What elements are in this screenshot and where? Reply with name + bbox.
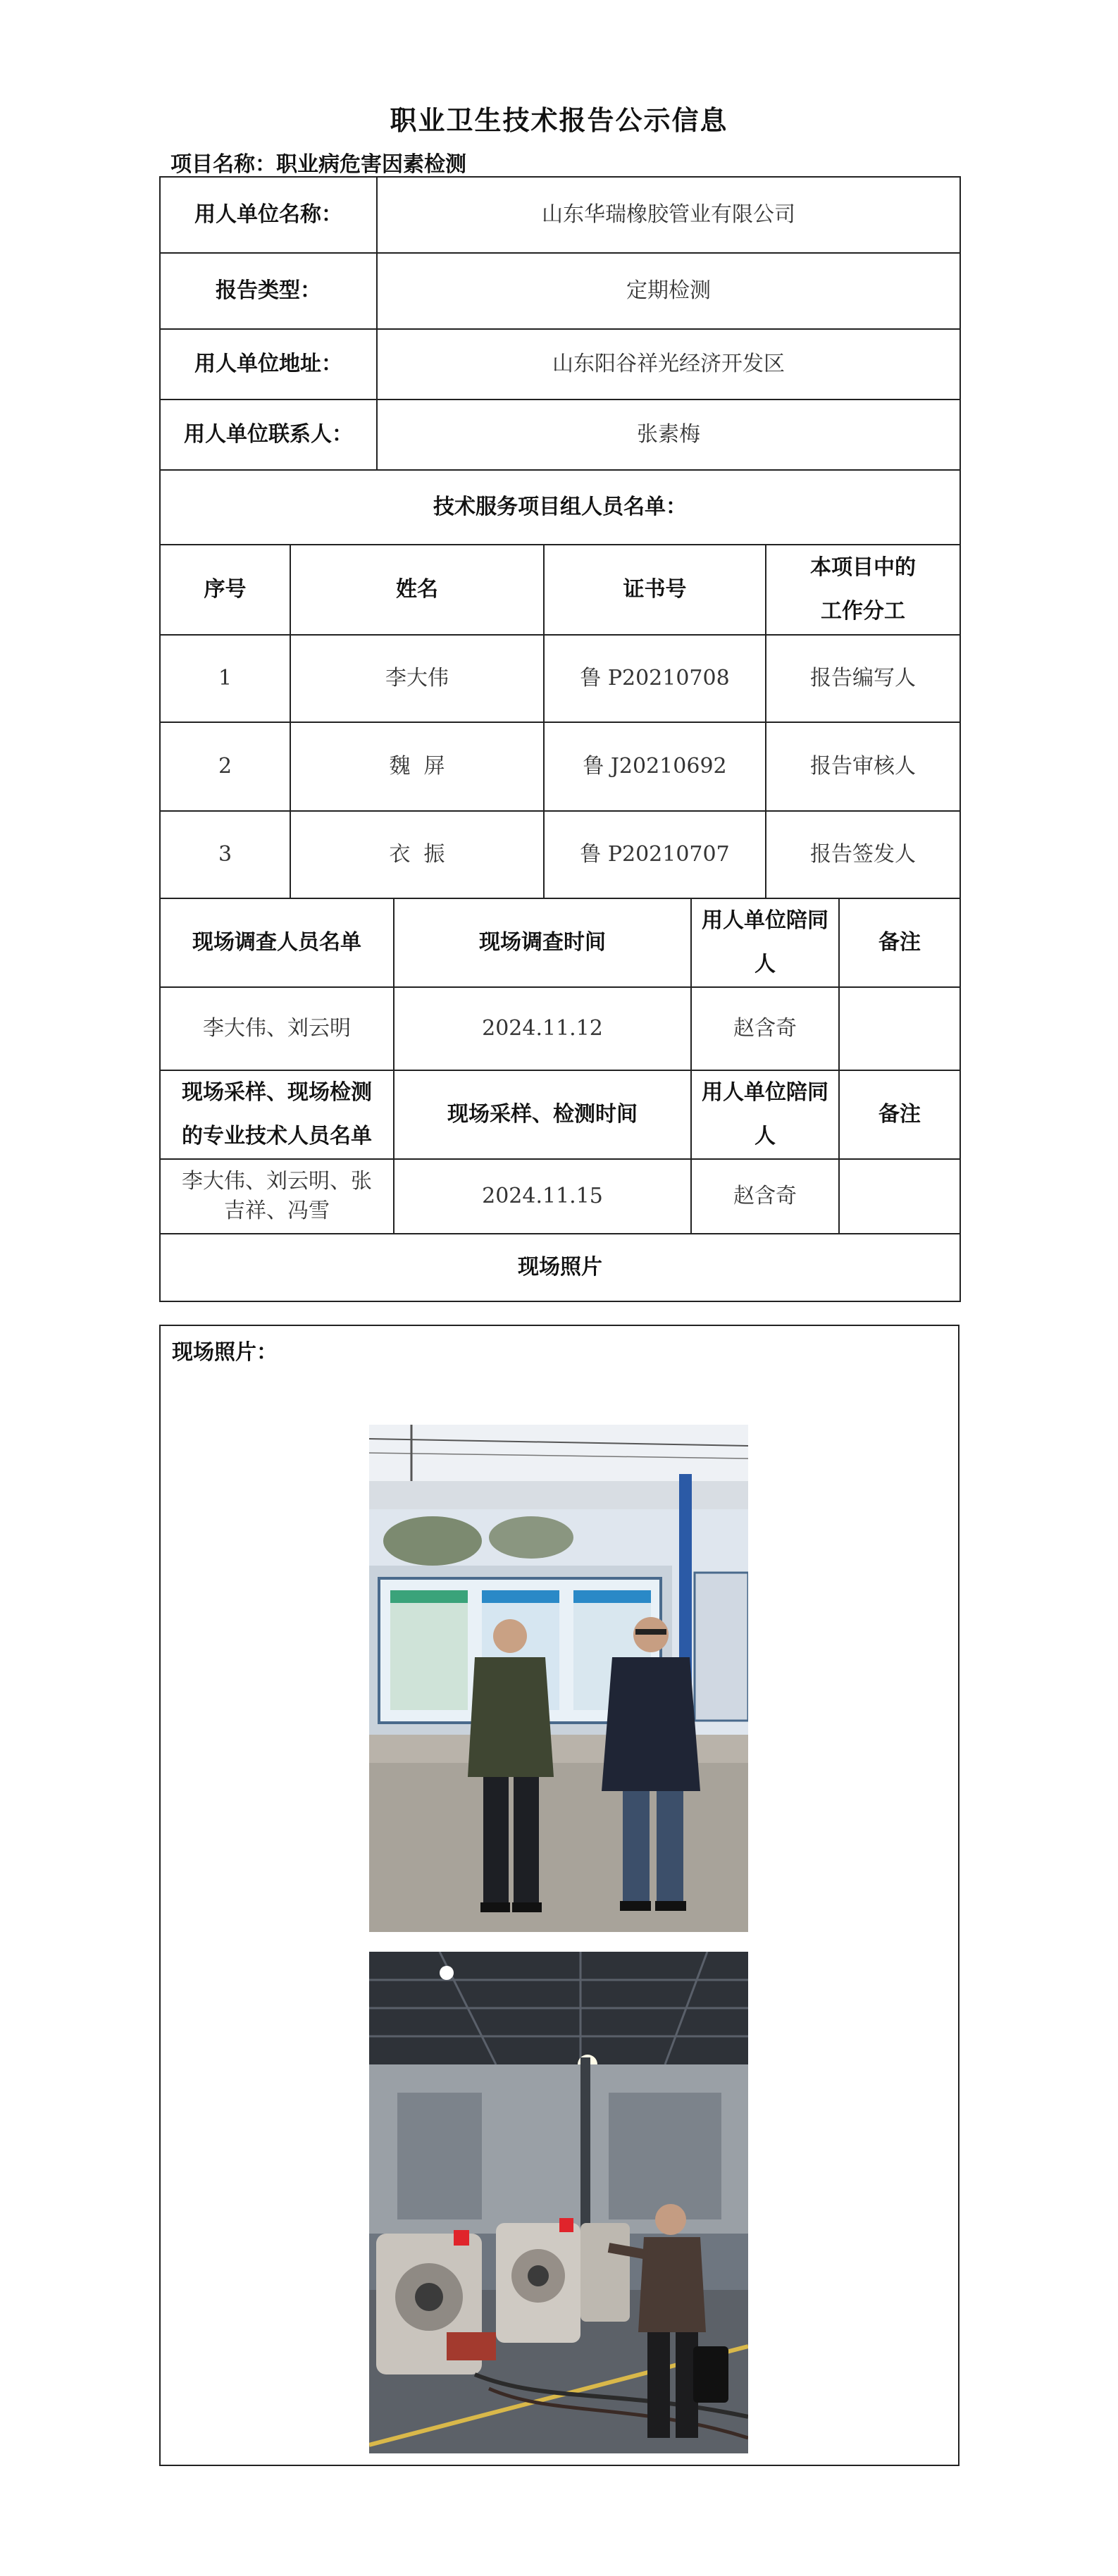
team-heading: 技术服务项目组人员名单： <box>160 470 960 545</box>
team-header-no: 序号 <box>160 545 290 635</box>
survey-header-time: 现场调查时间 <box>394 898 691 987</box>
team-header-cert: 证书号 <box>544 545 766 635</box>
page-title: 职业卫生技术报告公示信息 <box>390 105 728 136</box>
employer-contact-value: 张素梅 <box>377 400 960 470</box>
team-row-cert: 鲁 P20210708 <box>544 635 766 722</box>
team-row-no: 3 <box>160 811 290 898</box>
sampling-note <box>839 1159 960 1234</box>
team-row-name: 李大伟 <box>290 635 544 722</box>
sampling-header-note: 备注 <box>839 1070 960 1159</box>
team-header-role: 本项目中的工作分工 <box>766 545 960 635</box>
team-header-name: 姓名 <box>290 545 544 635</box>
sampling-header-staff: 现场采样、现场检测的专业技术人员名单 <box>160 1070 394 1159</box>
table-row <box>160 987 960 1070</box>
sampling-header-escort: 用人单位陪同人 <box>691 1070 839 1159</box>
report-type-value: 定期检测 <box>377 253 960 329</box>
team-row-cert: 鲁 J20210692 <box>544 722 766 811</box>
survey-header-note: 备注 <box>839 898 960 987</box>
employer-info-table <box>159 176 961 545</box>
survey-staff: 李大伟、刘云明 <box>160 987 394 1070</box>
photo-section-label: 现场照片： <box>172 1340 278 1365</box>
site-photo-outdoor <box>369 1425 748 1932</box>
team-table <box>159 544 961 899</box>
sampling-staff: 李大伟、刘云明、张吉祥、冯雪 <box>160 1159 394 1234</box>
survey-header-escort: 用人单位陪同人 <box>691 898 839 987</box>
employer-address-label: 用人单位地址： <box>160 329 377 400</box>
survey-escort: 赵含奇 <box>691 987 839 1070</box>
table-row <box>160 1159 960 1234</box>
team-row-role: 报告编写人 <box>766 635 960 722</box>
project-name: 项目名称：职业病危害因素检测 <box>170 152 466 177</box>
employer-name-label: 用人单位名称： <box>160 177 377 253</box>
survey-header-staff: 现场调查人员名单 <box>160 898 394 987</box>
survey-table <box>159 898 961 1302</box>
site-photo-outdoor-image <box>369 1425 748 1932</box>
team-row-no: 1 <box>160 635 290 722</box>
employer-name-value: 山东华瑞橡胶管业有限公司 <box>377 177 960 253</box>
table-row <box>160 811 960 898</box>
photos-row-label: 现场照片 <box>160 1234 960 1301</box>
report-type-label: 报告类型： <box>160 253 377 329</box>
team-row-role: 报告审核人 <box>766 722 960 811</box>
sampling-escort: 赵含奇 <box>691 1159 839 1234</box>
team-row-no: 2 <box>160 722 290 811</box>
site-photo-factory-image <box>369 1952 748 2453</box>
team-row-cert: 鲁 P20210707 <box>544 811 766 898</box>
survey-time: 2024.11.12 <box>394 987 691 1070</box>
team-row-name: 衣 振 <box>290 811 544 898</box>
employer-address-value: 山东阳谷祥光经济开发区 <box>377 329 960 400</box>
photo-section <box>159 1325 959 2466</box>
table-row <box>160 722 960 811</box>
sampling-header-time: 现场采样、检测时间 <box>394 1070 691 1159</box>
team-row-name: 魏 屏 <box>290 722 544 811</box>
table-row <box>160 635 960 722</box>
site-photo-factory <box>369 1952 748 2453</box>
team-row-role: 报告签发人 <box>766 811 960 898</box>
survey-note <box>839 987 960 1070</box>
sampling-time: 2024.11.15 <box>394 1159 691 1234</box>
employer-contact-label: 用人单位联系人： <box>160 400 377 470</box>
